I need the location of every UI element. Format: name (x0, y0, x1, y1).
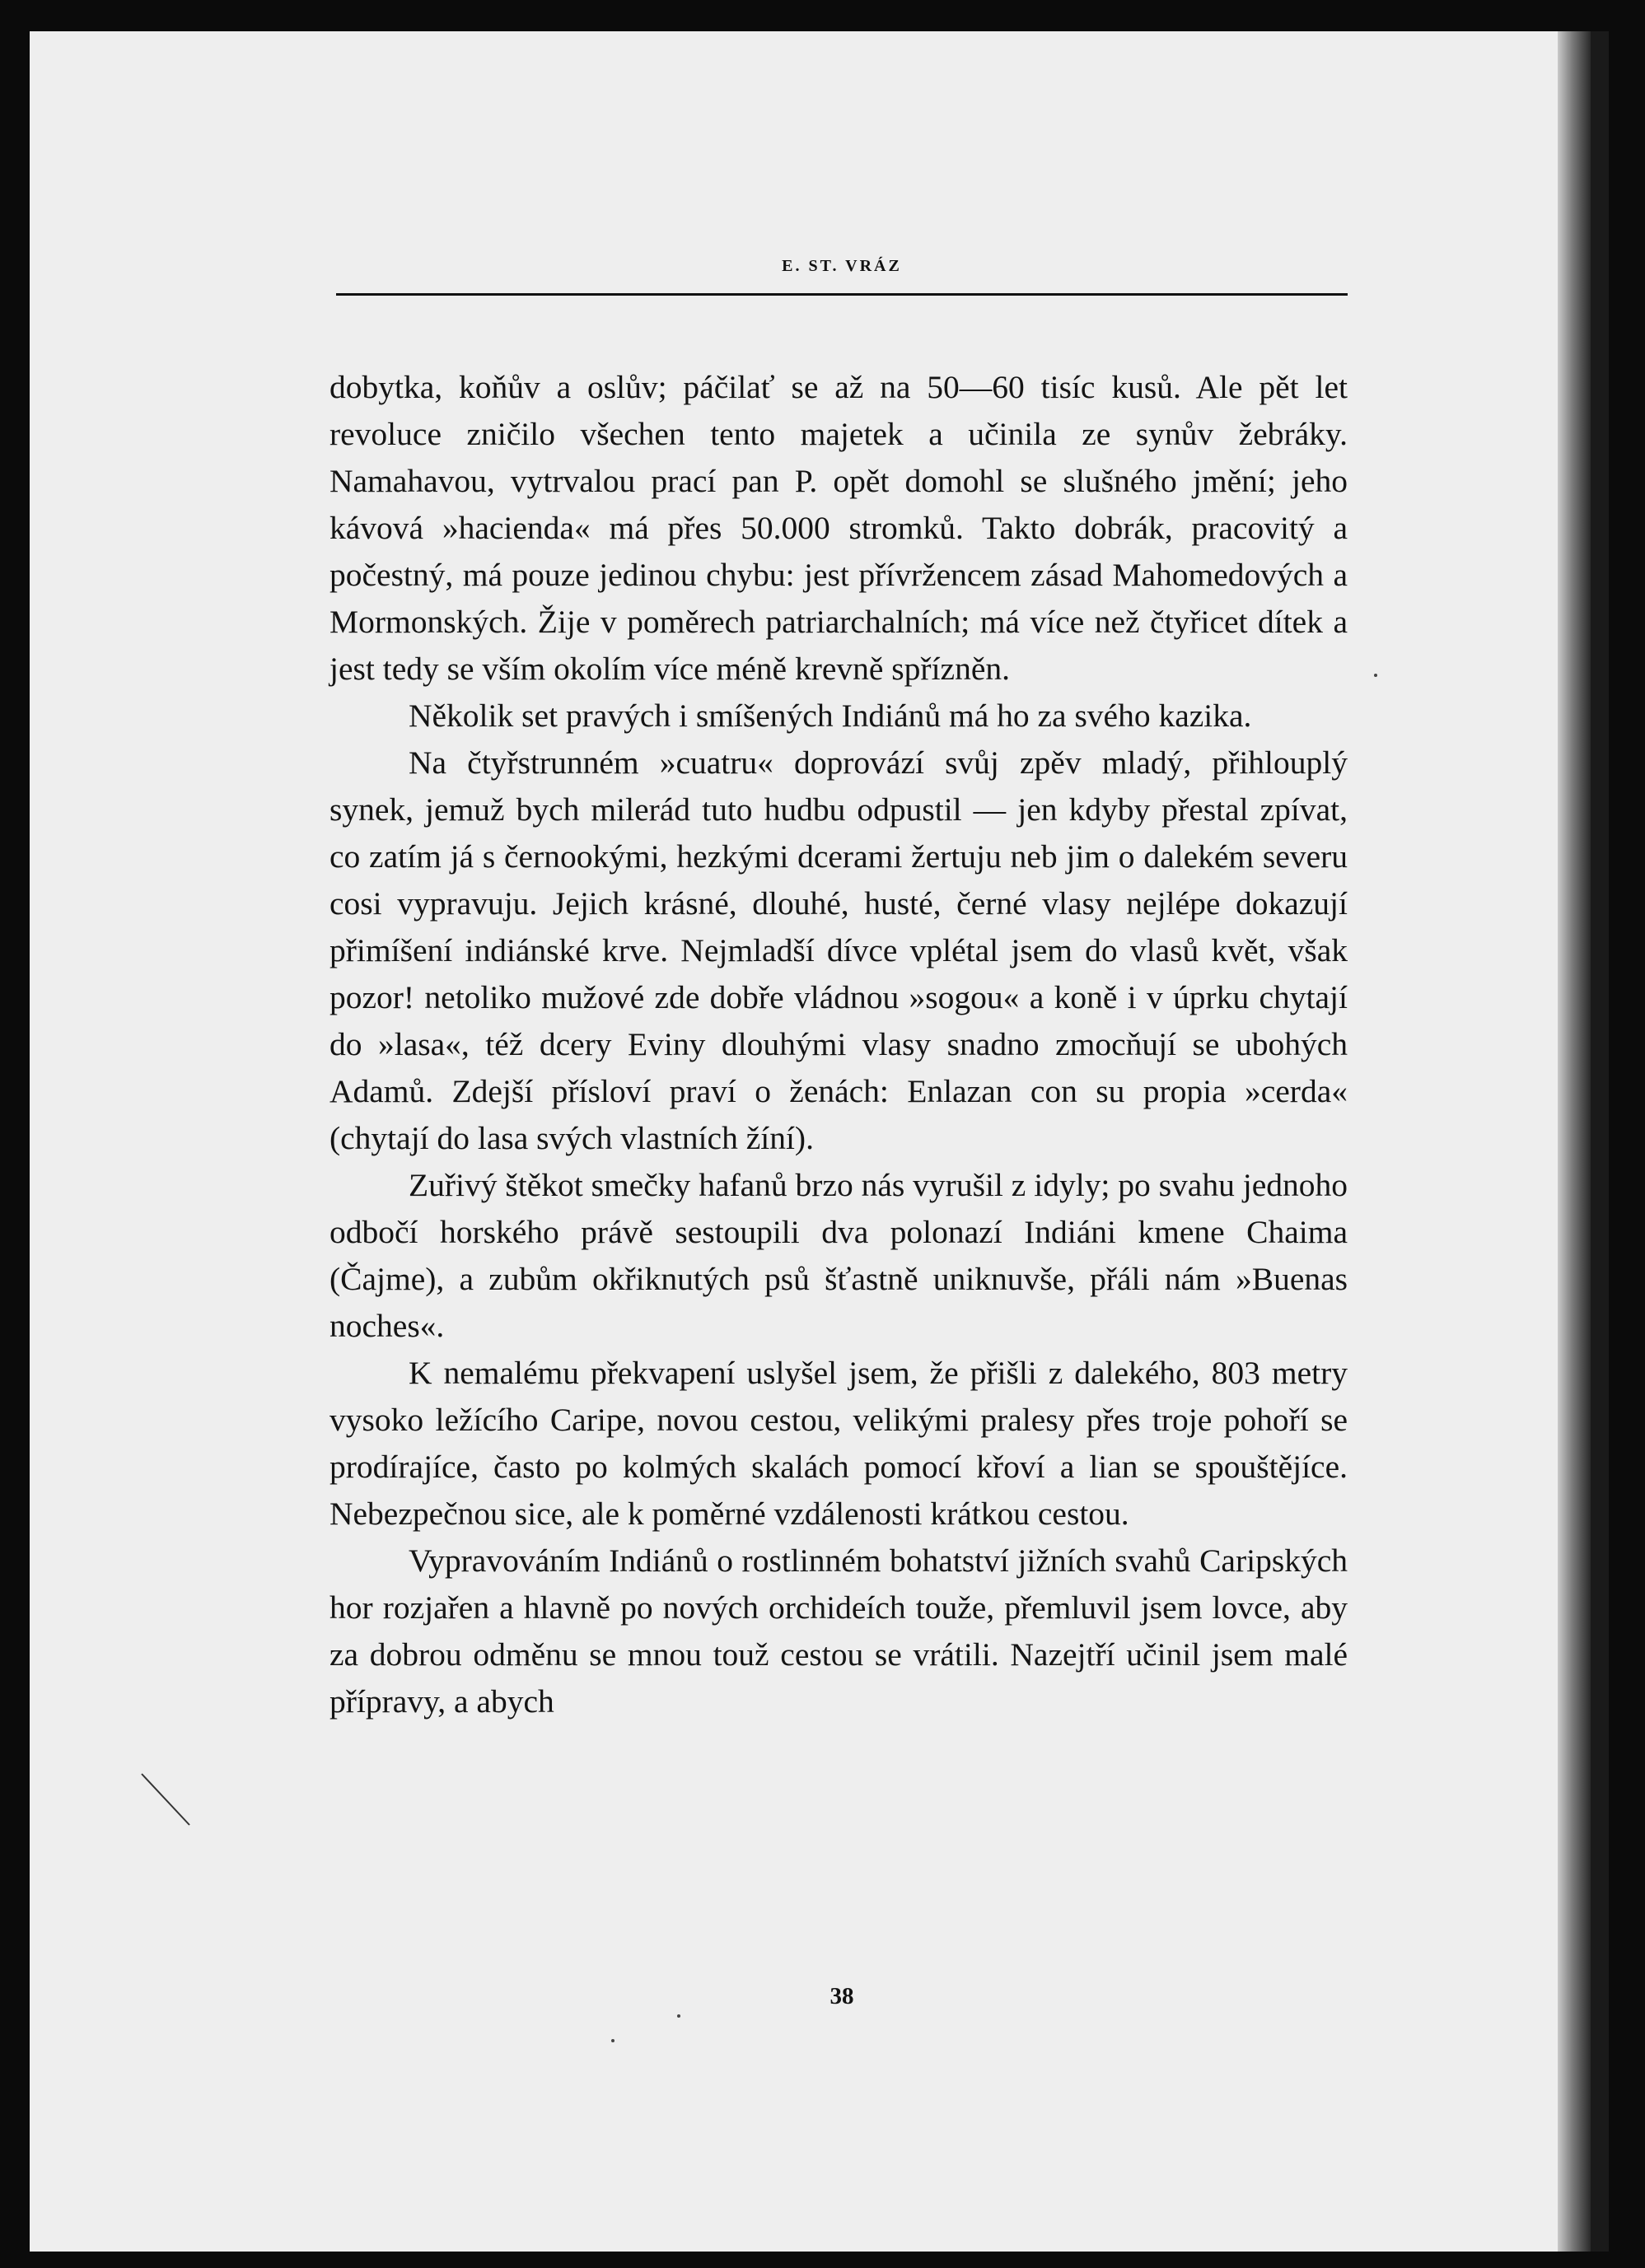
header-rule (336, 293, 1348, 296)
paragraph: Na čtyřstrunném »cuatru« doprovází svůj zpěv mladý, přihlouplý synek, jemuž bych milerád tuto hudbu odpustil — jen kdyby přestal zpívat, co zatím já s černookými, hezkými dcerami žertuju neb jim o dalekém severu cosi vypravuju. Jejich krásné, dlouhé, husté, černé vlasy nejlépe dokazují přimíšení indiánské krve. Nejmladší dívce vplétal jsem do vlasů květ, však pozor! netoliko mužové zde dobře vládnou »sogou« a koně i v úprku chytají do »lasa«, též dcery Eviny dlouhými vlasy snadno zmocňují se ubohých Adamů. Zdejší přísloví praví o ženách: Enlazan con su propia »cerda« (chytají do lasa svých vlastních žíní). (329, 744, 1348, 1156)
scan-edge (1591, 31, 1609, 2252)
dust-speck (611, 2039, 615, 2042)
paragraph: Vypravováním Indiánů o rostlinném bohatství jižních svahů Caripských hor rozjařen a hlavně po nových orchideích touže, přemluvil jsem lovce, aby za dobrou odměnu se mnou touž cestou se vrátili. Nazejtří učinil jsem malé přípravy, a abych (329, 1542, 1348, 1720)
page-body (329, 364, 1348, 1725)
book-spine-shadow (1558, 31, 1591, 2252)
paragraph: Zuřivý štěkot smečky hafanů brzo nás vyrušil z idyly; po svahu jednoho odbočí horského právě sestoupili dva polonazí Indiáni kmene Chaima (Čajme), a zubům okřiknutých psů šťastně uniknuvše, přáli nám »Buenas noches«. (329, 1167, 1348, 1344)
pencil-stroke-mark (138, 1771, 196, 1828)
page-number: 38 (830, 1983, 854, 2009)
dust-speck (1374, 674, 1377, 677)
paragraph: K nemalému překvapení uslyšel jsem, že přišli z dalekého, 803 metry vysoko ležícího Caripe, novou cestou, velikými pralesy přes troje pohoří se prodírajíce, často po kolmých skalách pomocí křoví a lian se spouštějíce. Nebezpečnou sice, ale k poměrné vzdálenosti krátkou cestou. (329, 1355, 1348, 1532)
paragraph: Několik set pravých i smíšených Indiánů má ho za svého kazika. (409, 698, 1252, 734)
dust-speck (677, 2014, 680, 2018)
paragraph: dobytka, koňův a oslův; páčilať se až na 50—60 tisíc kusů. Ale pět let revoluce zničilo všechen tento majetek a učinila ze synův žebráky. Namahavou, vytrvalou prací pan P. opět domohl se slušného jmění; jeho kávová »hacienda« má přes 50.000 stromků. Takto dobrák, pracovitý a počestný, má pouze jedinou chybu: jest přívržencem zásad Mahomedových a Mormonských. Žije v poměrech patriarchalních; má více než čtyřicet dítek a jest tedy se vším okolím více méně krevně spřízněn. (329, 369, 1348, 687)
running-head: E. ST. VRÁZ (782, 257, 902, 275)
